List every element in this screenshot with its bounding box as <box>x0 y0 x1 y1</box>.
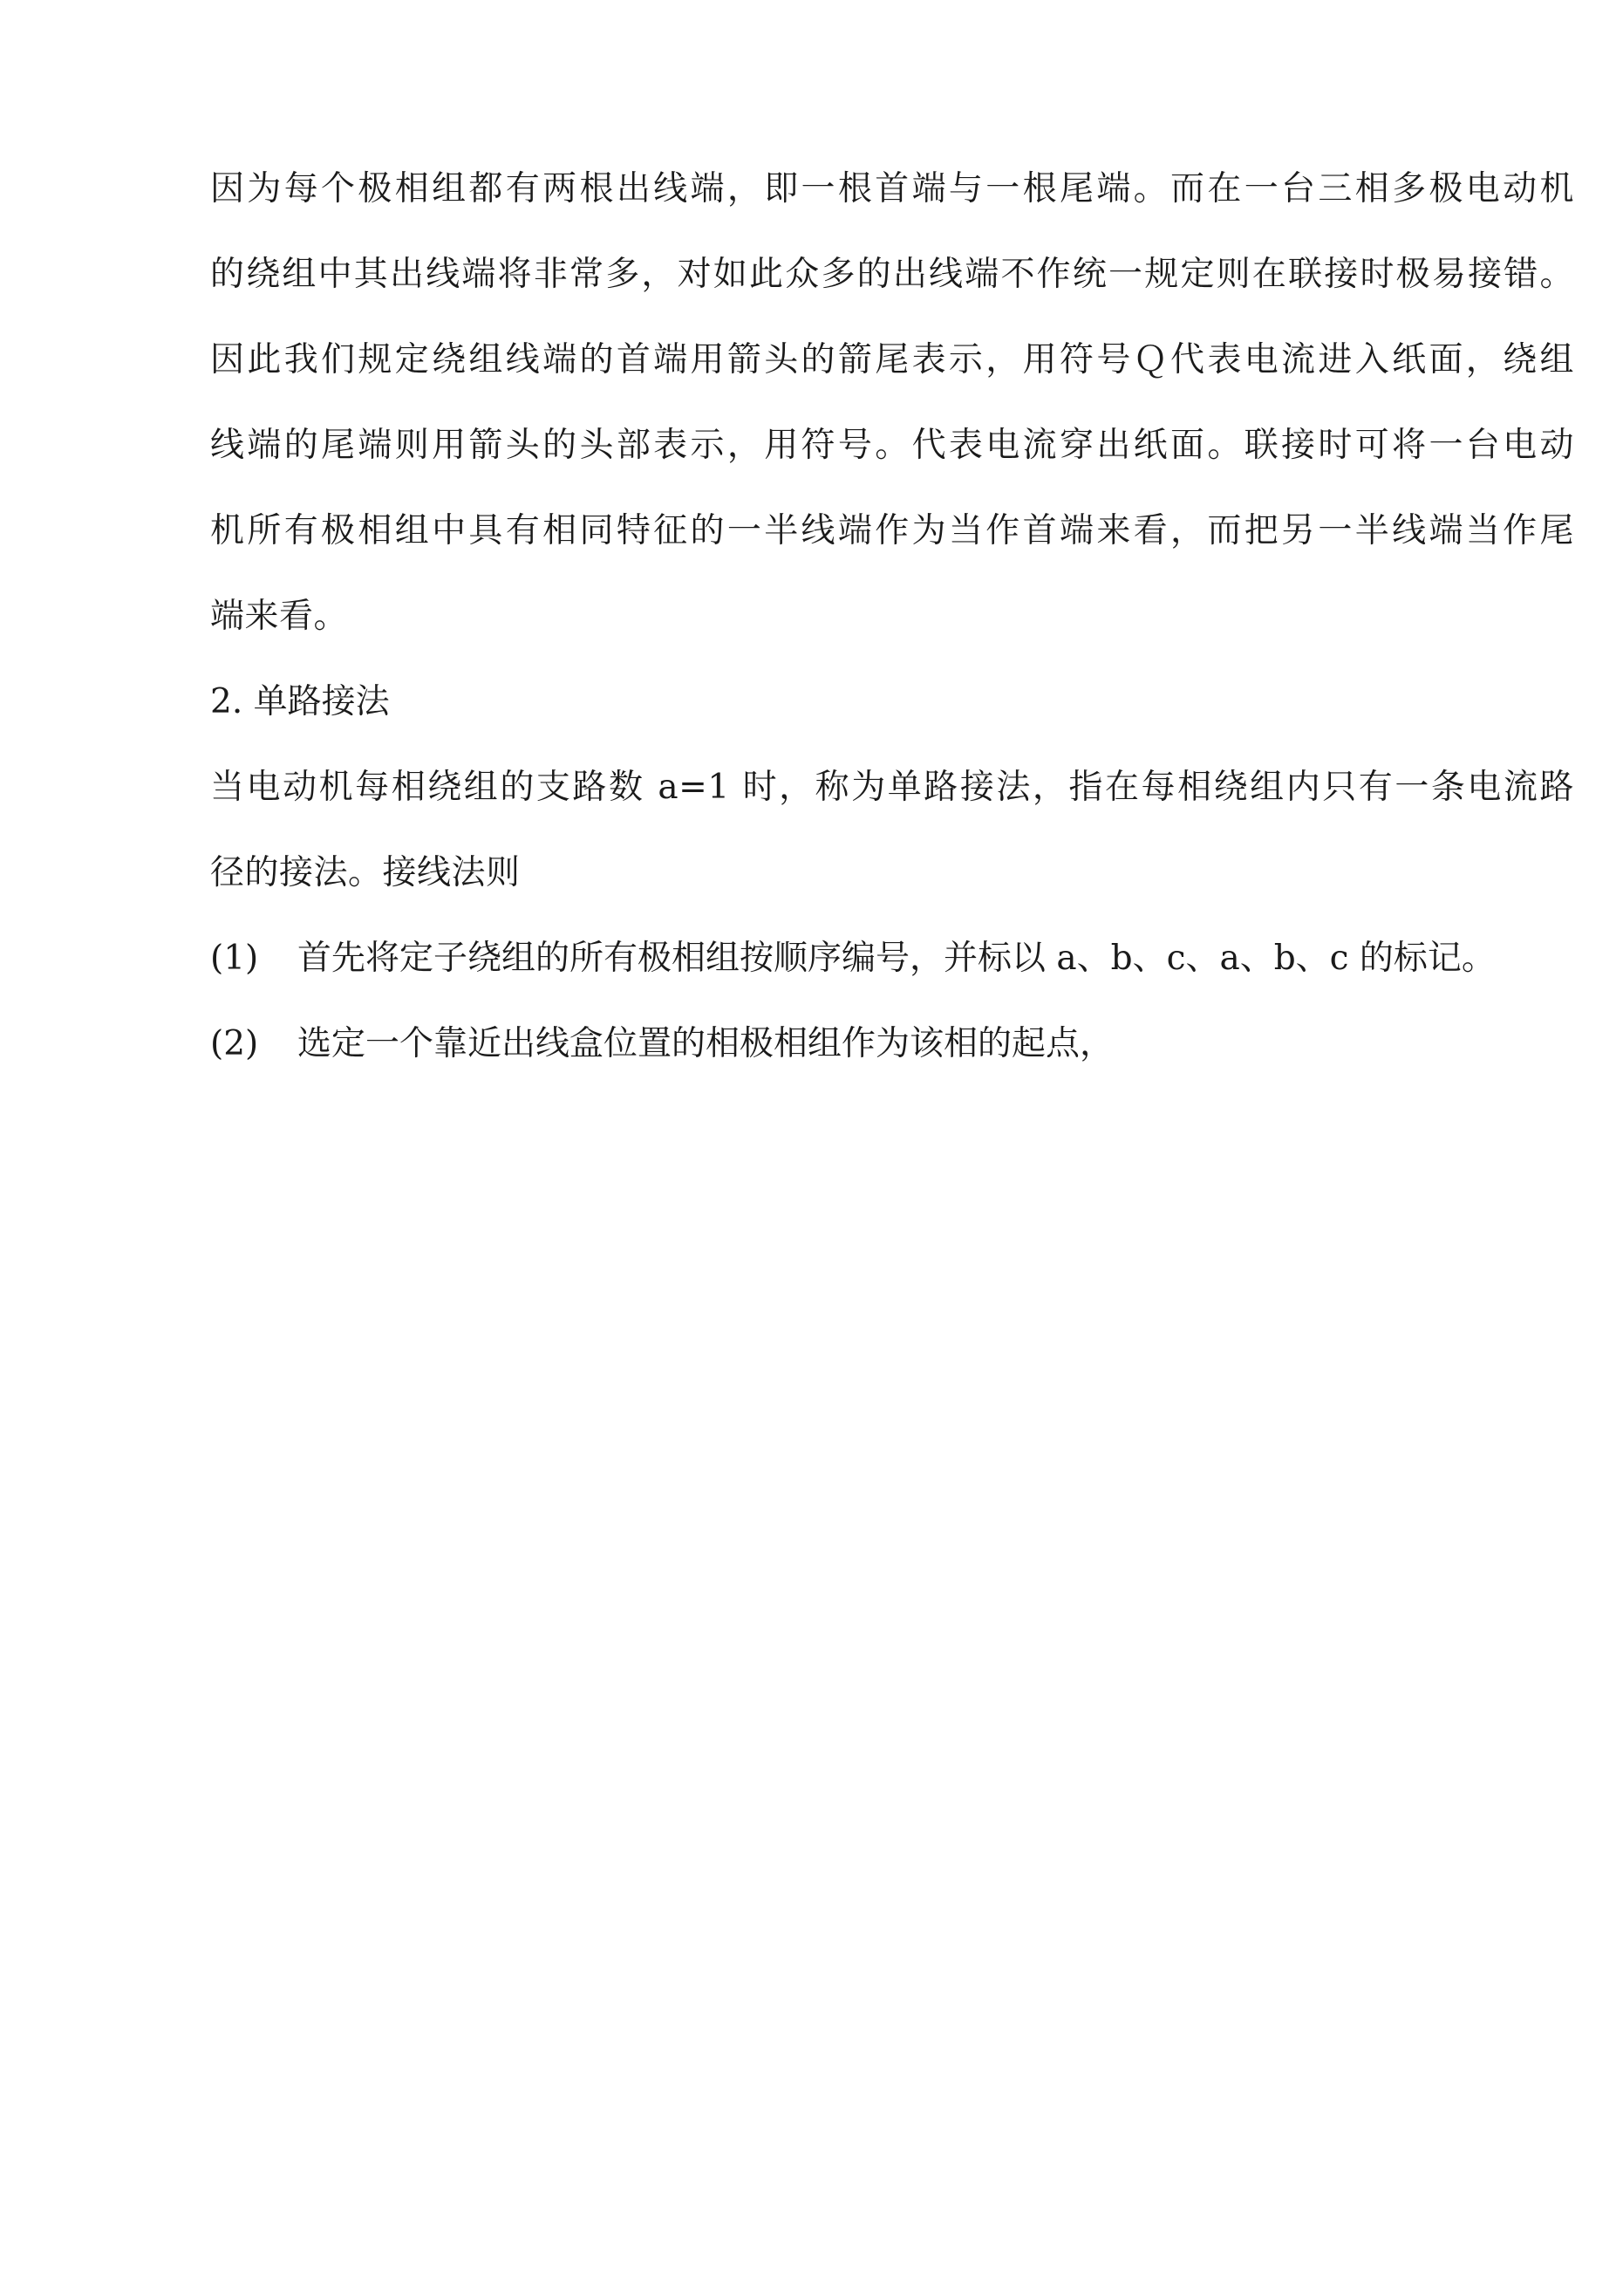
document-body <box>210 147 1574 1087</box>
text-line: 因为每个极相组都有两根出线端，即一根首端与一根尾端。而在一台三相多极电动机 <box>210 169 1574 208</box>
list-number: (1) <box>210 939 259 978</box>
text-line: 端来看。 <box>210 597 349 636</box>
paragraph-winding-ends <box>210 147 1574 659</box>
section-heading: 2. 单路接法 <box>210 682 390 721</box>
list-number: (2) <box>210 1024 259 1063</box>
text-line: 当电动机每相绕组的支路数 a=1 时，称为单路接法，指在每相绕组内只有一条电流路 <box>210 768 1574 807</box>
text-line: 机所有极相组中具有相同特征的一半线端作为当作首端来看，而把另一半线端当作尾 <box>210 511 1574 550</box>
list-text: 首先将定子绕组的所有极相组按顺序编号，并标以 a、b、c、a、b、c 的标记。 <box>297 939 1496 978</box>
text-line: 线端的尾端则用箭头的头部表示，用符号。代表电流穿出纸面。联接时可将一台电动 <box>210 426 1574 465</box>
text-line: 因此我们规定绕组线端的首端用箭头的箭尾表示，用符号Ｑ代表电流进入纸面，绕组 <box>210 340 1574 379</box>
list-item <box>210 1001 1574 1087</box>
paragraph-single-path <box>210 745 1574 916</box>
text-line: 径的接法。接线法则 <box>210 853 521 892</box>
list-text: 选定一个靠近出线盒位置的相极相组作为该相的起点， <box>297 1024 1115 1063</box>
list-item <box>210 916 1574 1001</box>
text-line: 的绕组中其出线端将非常多，对如此众多的出线端不作统一规定则在联接时极易接错。 <box>210 255 1574 294</box>
